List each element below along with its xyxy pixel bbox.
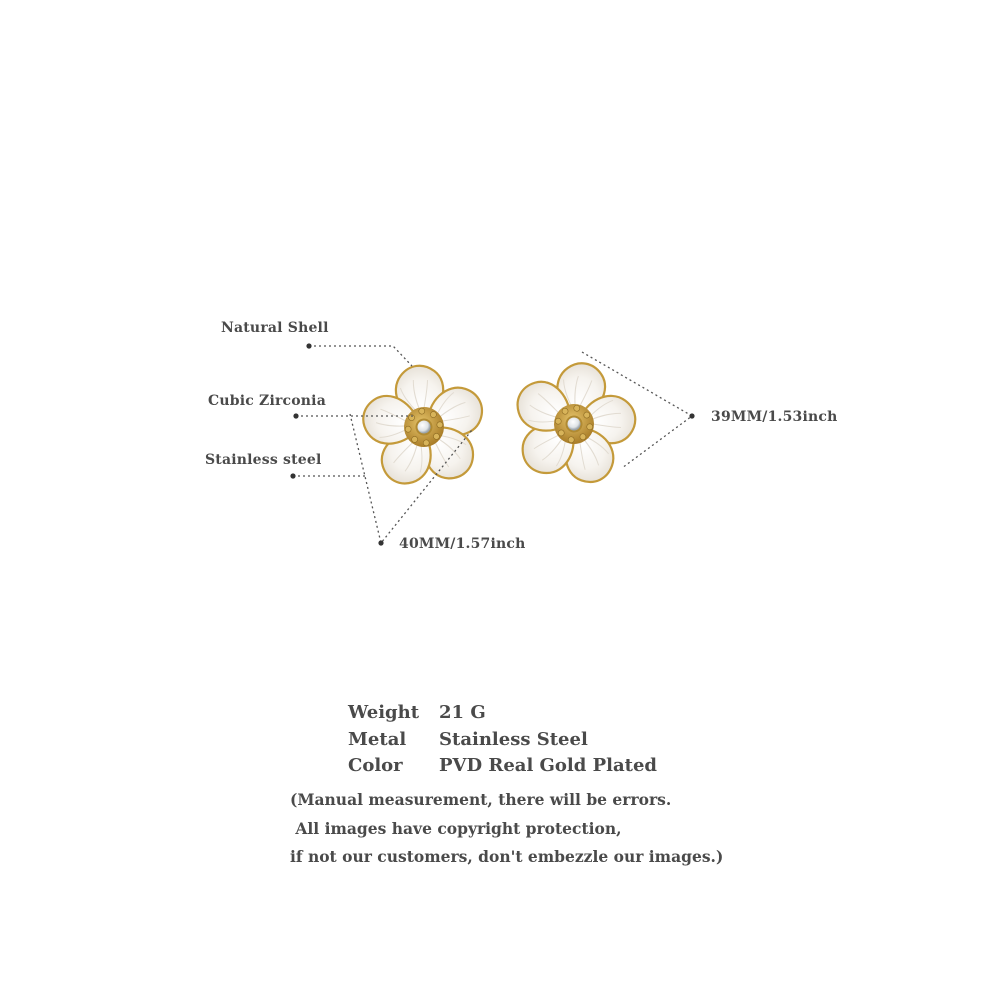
spec-row-weight — [348, 700, 657, 727]
spec-key: Color — [348, 755, 403, 776]
cubic-zirconia-label: Cubic Zirconia — [208, 393, 326, 409]
spec-key: Weight — [348, 702, 420, 723]
right-earring — [498, 352, 649, 499]
left-earring — [350, 357, 498, 500]
disclaimer-line: if not our customers, don't embezzle our images.) — [290, 847, 724, 866]
stainless-steel-label: Stainless steel — [205, 452, 322, 468]
width-dimension-label: 40MM/1.57inch — [399, 536, 526, 552]
spec-key: Metal — [348, 728, 407, 750]
natural-shell-label: Natural Shell — [221, 320, 329, 336]
height-dimension-label: 39MM/1.53inch — [711, 409, 838, 425]
leader-dots — [290, 343, 694, 545]
leader-lines — [293, 346, 692, 543]
disclaimer-line: (Manual measurement, there will be errors. — [290, 790, 672, 809]
spec-value: Stainless Steel — [439, 728, 588, 750]
spec-table — [348, 700, 657, 780]
spec-value: PVD Real Gold Plated — [439, 755, 658, 776]
disclaimer — [290, 786, 723, 872]
spec-value: 21 G — [439, 702, 486, 723]
spec-row-metal — [348, 727, 657, 754]
spec-row-color — [348, 753, 657, 780]
disclaimer-line: All images have copyright protection, — [290, 818, 622, 838]
